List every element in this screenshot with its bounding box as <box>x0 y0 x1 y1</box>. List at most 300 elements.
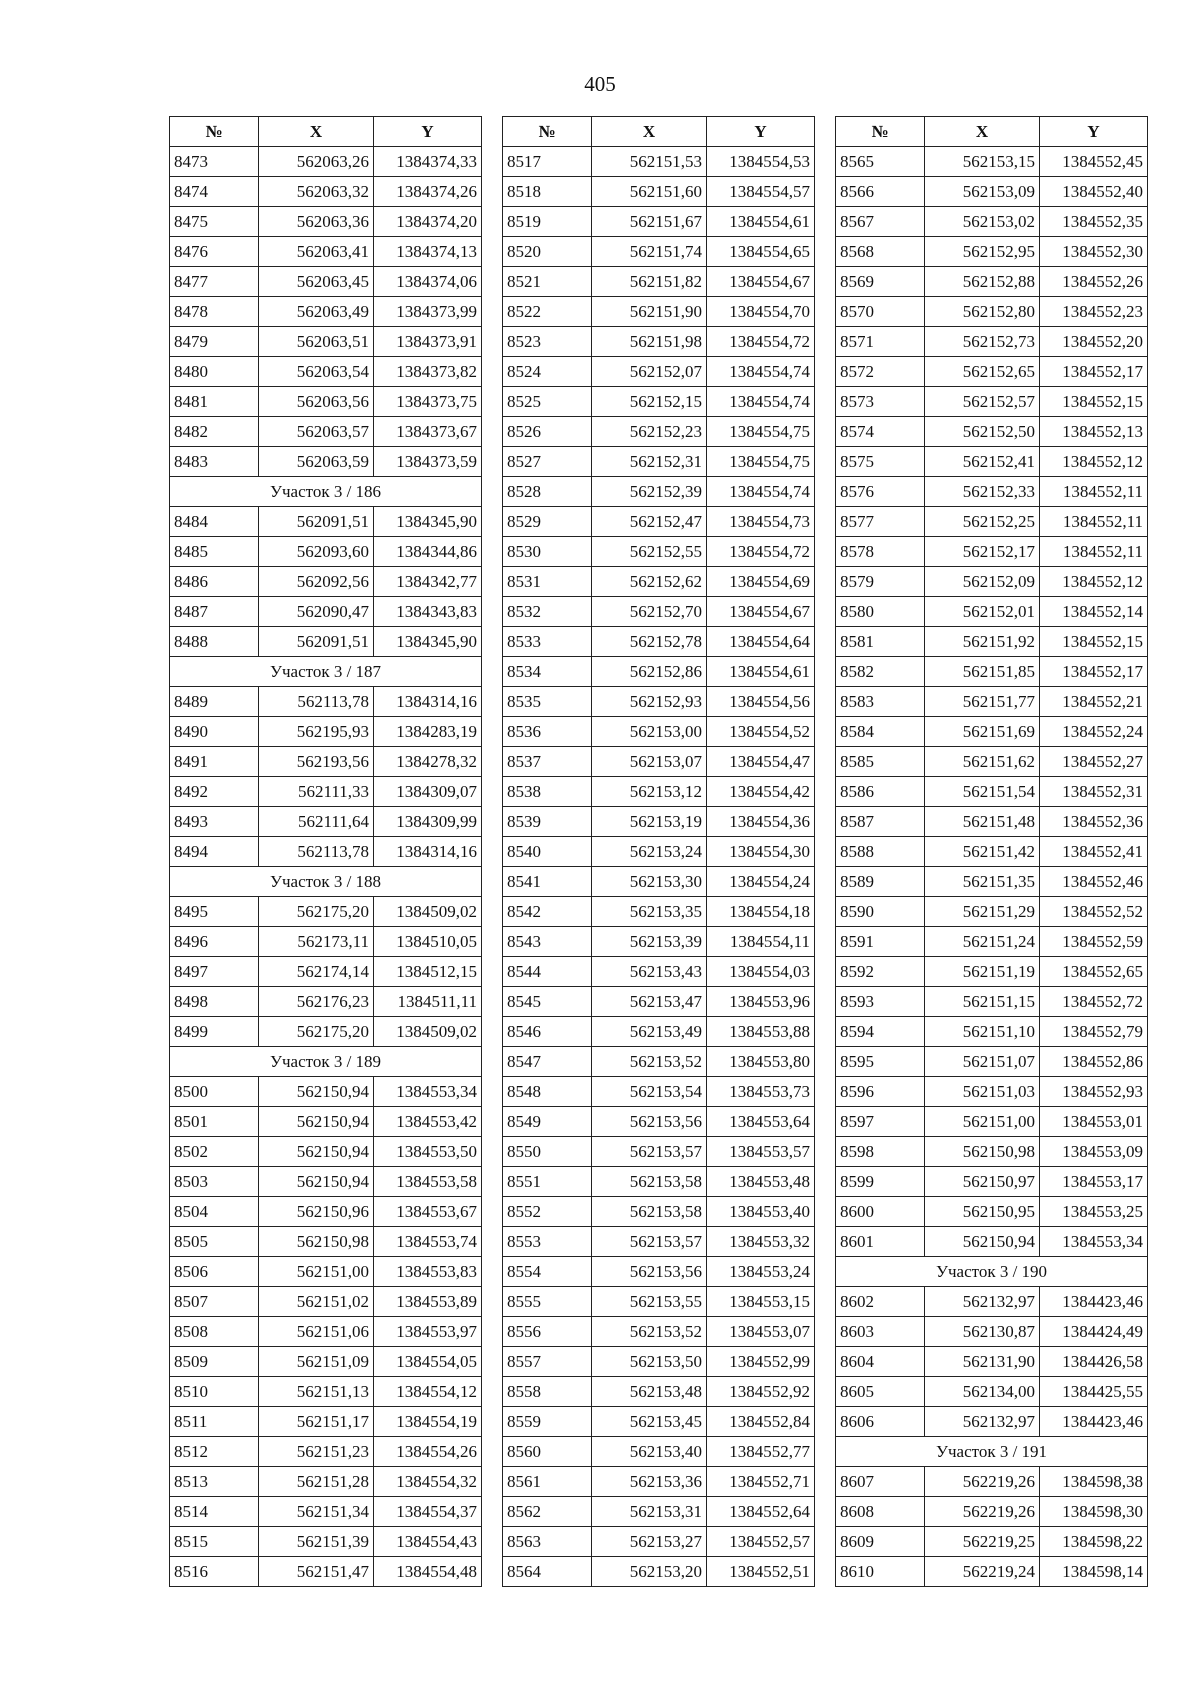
table-row <box>836 1227 1148 1257</box>
table-row <box>836 297 1148 327</box>
point-number-cell: 8577 <box>836 507 925 537</box>
y-coordinate-cell: 1384552,13 <box>1040 417 1148 447</box>
x-coordinate-cell: 562152,57 <box>925 387 1040 417</box>
y-coordinate-cell: 1384553,01 <box>1040 1107 1148 1137</box>
x-coordinate-cell: 562151,10 <box>925 1017 1040 1047</box>
x-coordinate-cell: 562132,97 <box>925 1407 1040 1437</box>
x-coordinate-cell: 562153,45 <box>592 1407 707 1437</box>
x-coordinate-cell: 562153,39 <box>592 927 707 957</box>
y-coordinate-cell: 1384423,46 <box>1040 1407 1148 1437</box>
point-number-cell: 8538 <box>503 777 592 807</box>
point-number-cell: 8490 <box>170 717 259 747</box>
point-number-cell: 8582 <box>836 657 925 687</box>
y-coordinate-cell: 1384374,33 <box>374 147 482 177</box>
y-coordinate-cell: 1384553,32 <box>707 1227 815 1257</box>
x-coordinate-cell: 562153,56 <box>592 1257 707 1287</box>
x-coordinate-cell: 562152,93 <box>592 687 707 717</box>
point-number-cell: 8553 <box>503 1227 592 1257</box>
point-number-cell: 8598 <box>836 1137 925 1167</box>
table-row <box>503 1377 815 1407</box>
table-row <box>503 1047 815 1077</box>
y-coordinate-cell: 1384553,34 <box>1040 1227 1148 1257</box>
table-row <box>836 627 1148 657</box>
point-number-cell: 8492 <box>170 777 259 807</box>
y-coordinate-cell: 1384373,75 <box>374 387 482 417</box>
x-coordinate-cell: 562152,09 <box>925 567 1040 597</box>
x-coordinate-cell: 562152,07 <box>592 357 707 387</box>
y-coordinate-cell: 1384554,61 <box>707 207 815 237</box>
x-coordinate-cell: 562063,36 <box>259 207 374 237</box>
table-row <box>836 747 1148 777</box>
y-coordinate-cell: 1384552,26 <box>1040 267 1148 297</box>
table-row <box>170 327 482 357</box>
coordinates-table-3 <box>835 116 1148 1587</box>
point-number-cell: 8522 <box>503 297 592 327</box>
table-row <box>503 1227 815 1257</box>
point-number-cell: 8473 <box>170 147 259 177</box>
y-coordinate-cell: 1384553,96 <box>707 987 815 1017</box>
x-coordinate-cell: 562151,15 <box>925 987 1040 1017</box>
point-number-cell: 8512 <box>170 1437 259 1467</box>
table-row <box>503 417 815 447</box>
x-coordinate-cell: 562063,41 <box>259 237 374 267</box>
x-coordinate-cell: 562152,33 <box>925 477 1040 507</box>
section-label: Участок 3 / 188 <box>170 867 482 897</box>
table-row <box>503 1107 815 1137</box>
table-header-row <box>836 117 1148 147</box>
x-coordinate-cell: 562150,94 <box>259 1077 374 1107</box>
point-number-cell: 8566 <box>836 177 925 207</box>
y-coordinate-cell: 1384552,92 <box>707 1377 815 1407</box>
x-coordinate-cell: 562153,43 <box>592 957 707 987</box>
point-number-cell: 8541 <box>503 867 592 897</box>
y-coordinate-cell: 1384554,72 <box>707 537 815 567</box>
y-coordinate-cell: 1384552,14 <box>1040 597 1148 627</box>
table-row <box>170 1437 482 1467</box>
point-number-cell: 8536 <box>503 717 592 747</box>
y-coordinate-cell: 1384552,12 <box>1040 447 1148 477</box>
x-coordinate-cell: 562151,69 <box>925 717 1040 747</box>
y-coordinate-cell: 1384554,74 <box>707 477 815 507</box>
y-coordinate-cell: 1384554,30 <box>707 837 815 867</box>
point-number-cell: 8589 <box>836 867 925 897</box>
section-label: Участок 3 / 191 <box>836 1437 1148 1467</box>
x-coordinate-cell: 562151,19 <box>925 957 1040 987</box>
x-coordinate-cell: 562153,55 <box>592 1287 707 1317</box>
table-row <box>503 747 815 777</box>
point-number-cell: 8548 <box>503 1077 592 1107</box>
x-coordinate-cell: 562152,23 <box>592 417 707 447</box>
x-coordinate-cell: 562151,00 <box>259 1257 374 1287</box>
point-number-cell: 8506 <box>170 1257 259 1287</box>
point-number-cell: 8484 <box>170 507 259 537</box>
x-coordinate-cell: 562063,51 <box>259 327 374 357</box>
y-coordinate-cell: 1384344,86 <box>374 537 482 567</box>
point-number-cell: 8534 <box>503 657 592 687</box>
y-coordinate-cell: 1384552,84 <box>707 1407 815 1437</box>
point-number-cell: 8513 <box>170 1467 259 1497</box>
x-coordinate-cell: 562151,90 <box>592 297 707 327</box>
point-number-cell: 8562 <box>503 1497 592 1527</box>
y-coordinate-cell: 1384553,15 <box>707 1287 815 1317</box>
y-coordinate-cell: 1384553,25 <box>1040 1197 1148 1227</box>
y-coordinate-cell: 1384554,12 <box>374 1377 482 1407</box>
y-coordinate-cell: 1384342,77 <box>374 567 482 597</box>
y-coordinate-cell: 1384552,77 <box>707 1437 815 1467</box>
point-number-cell: 8501 <box>170 1107 259 1137</box>
y-coordinate-cell: 1384424,49 <box>1040 1317 1148 1347</box>
table-row <box>170 1527 482 1557</box>
point-number-cell: 8594 <box>836 1017 925 1047</box>
table-row <box>170 207 482 237</box>
point-number-cell: 8588 <box>836 837 925 867</box>
x-coordinate-cell: 562151,74 <box>592 237 707 267</box>
table-row <box>836 357 1148 387</box>
x-coordinate-cell: 562152,70 <box>592 597 707 627</box>
x-coordinate-cell: 562153,49 <box>592 1017 707 1047</box>
x-coordinate-cell: 562090,47 <box>259 597 374 627</box>
y-coordinate-cell: 1384554,56 <box>707 687 815 717</box>
y-coordinate-cell: 1384553,73 <box>707 1077 815 1107</box>
point-number-cell: 8551 <box>503 1167 592 1197</box>
table-row <box>836 897 1148 927</box>
y-coordinate-cell: 1384553,42 <box>374 1107 482 1137</box>
point-number-cell: 8563 <box>503 1527 592 1557</box>
point-number-cell: 8497 <box>170 957 259 987</box>
header-x: X <box>592 117 707 147</box>
header-y: Y <box>374 117 482 147</box>
table-row <box>836 1077 1148 1107</box>
y-coordinate-cell: 1384552,72 <box>1040 987 1148 1017</box>
x-coordinate-cell: 562175,20 <box>259 1017 374 1047</box>
x-coordinate-cell: 562151,67 <box>592 207 707 237</box>
point-number-cell: 8510 <box>170 1377 259 1407</box>
point-number-cell: 8596 <box>836 1077 925 1107</box>
table-row <box>503 837 815 867</box>
x-coordinate-cell: 562152,15 <box>592 387 707 417</box>
x-coordinate-cell: 562153,30 <box>592 867 707 897</box>
table-row <box>836 1047 1148 1077</box>
x-coordinate-cell: 562151,47 <box>259 1557 374 1587</box>
point-number-cell: 8571 <box>836 327 925 357</box>
y-coordinate-cell: 1384552,99 <box>707 1347 815 1377</box>
y-coordinate-cell: 1384552,71 <box>707 1467 815 1497</box>
table-row <box>170 507 482 537</box>
x-coordinate-cell: 562150,97 <box>925 1167 1040 1197</box>
table-row <box>836 447 1148 477</box>
y-coordinate-cell: 1384552,65 <box>1040 957 1148 987</box>
point-number-cell: 8491 <box>170 747 259 777</box>
y-coordinate-cell: 1384554,67 <box>707 597 815 627</box>
point-number-cell: 8576 <box>836 477 925 507</box>
x-coordinate-cell: 562131,90 <box>925 1347 1040 1377</box>
table-row <box>170 927 482 957</box>
point-number-cell: 8489 <box>170 687 259 717</box>
x-coordinate-cell: 562151,13 <box>259 1377 374 1407</box>
table-row <box>503 1317 815 1347</box>
y-coordinate-cell: 1384552,17 <box>1040 357 1148 387</box>
point-number-cell: 8477 <box>170 267 259 297</box>
point-number-cell: 8482 <box>170 417 259 447</box>
point-number-cell: 8527 <box>503 447 592 477</box>
y-coordinate-cell: 1384553,57 <box>707 1137 815 1167</box>
x-coordinate-cell: 562153,50 <box>592 1347 707 1377</box>
y-coordinate-cell: 1384554,73 <box>707 507 815 537</box>
point-number-cell: 8568 <box>836 237 925 267</box>
y-coordinate-cell: 1384552,31 <box>1040 777 1148 807</box>
table-row <box>836 1557 1148 1587</box>
point-number-cell: 8608 <box>836 1497 925 1527</box>
table-row <box>170 177 482 207</box>
table-row <box>170 1497 482 1527</box>
y-coordinate-cell: 1384552,17 <box>1040 657 1148 687</box>
x-coordinate-cell: 562151,60 <box>592 177 707 207</box>
point-number-cell: 8515 <box>170 1527 259 1557</box>
y-coordinate-cell: 1384552,24 <box>1040 717 1148 747</box>
point-number-cell: 8499 <box>170 1017 259 1047</box>
table-row <box>836 597 1148 627</box>
point-number-cell: 8549 <box>503 1107 592 1137</box>
y-coordinate-cell: 1384374,13 <box>374 237 482 267</box>
table-row <box>503 1077 815 1107</box>
point-number-cell: 8480 <box>170 357 259 387</box>
x-coordinate-cell: 562219,26 <box>925 1497 1040 1527</box>
point-number-cell: 8518 <box>503 177 592 207</box>
y-coordinate-cell: 1384373,91 <box>374 327 482 357</box>
point-number-cell: 8554 <box>503 1257 592 1287</box>
x-coordinate-cell: 562152,39 <box>592 477 707 507</box>
table-row <box>170 297 482 327</box>
x-coordinate-cell: 562153,31 <box>592 1497 707 1527</box>
x-coordinate-cell: 562151,92 <box>925 627 1040 657</box>
coordinates-table-1 <box>169 116 482 1587</box>
section-row <box>836 1257 1148 1287</box>
table-row <box>503 267 815 297</box>
table-row <box>836 1197 1148 1227</box>
table-row <box>836 687 1148 717</box>
point-number-cell: 8476 <box>170 237 259 267</box>
point-number-cell: 8533 <box>503 627 592 657</box>
y-coordinate-cell: 1384373,67 <box>374 417 482 447</box>
point-number-cell: 8574 <box>836 417 925 447</box>
y-coordinate-cell: 1384425,55 <box>1040 1377 1148 1407</box>
table-row <box>503 327 815 357</box>
point-number-cell: 8560 <box>503 1437 592 1467</box>
x-coordinate-cell: 562063,49 <box>259 297 374 327</box>
point-number-cell: 8569 <box>836 267 925 297</box>
table-row <box>170 537 482 567</box>
table-row <box>836 537 1148 567</box>
table-row <box>170 1257 482 1287</box>
y-coordinate-cell: 1384554,18 <box>707 897 815 927</box>
y-coordinate-cell: 1384509,02 <box>374 1017 482 1047</box>
y-coordinate-cell: 1384553,17 <box>1040 1167 1148 1197</box>
table-row <box>503 507 815 537</box>
x-coordinate-cell: 562153,19 <box>592 807 707 837</box>
x-coordinate-cell: 562063,54 <box>259 357 374 387</box>
table-row <box>503 237 815 267</box>
point-number-cell: 8514 <box>170 1497 259 1527</box>
x-coordinate-cell: 562150,94 <box>259 1167 374 1197</box>
x-coordinate-cell: 562152,25 <box>925 507 1040 537</box>
section-row <box>170 657 482 687</box>
y-coordinate-cell: 1384510,05 <box>374 927 482 957</box>
table-row <box>836 1107 1148 1137</box>
y-coordinate-cell: 1384552,36 <box>1040 807 1148 837</box>
point-number-cell: 8537 <box>503 747 592 777</box>
point-number-cell: 8567 <box>836 207 925 237</box>
y-coordinate-cell: 1384553,58 <box>374 1167 482 1197</box>
point-number-cell: 8586 <box>836 777 925 807</box>
table-row <box>170 897 482 927</box>
x-coordinate-cell: 562151,02 <box>259 1287 374 1317</box>
y-coordinate-cell: 1384552,27 <box>1040 747 1148 777</box>
table-row <box>170 1197 482 1227</box>
point-number-cell: 8525 <box>503 387 592 417</box>
point-number-cell: 8517 <box>503 147 592 177</box>
x-coordinate-cell: 562152,78 <box>592 627 707 657</box>
x-coordinate-cell: 562150,94 <box>259 1137 374 1167</box>
point-number-cell: 8585 <box>836 747 925 777</box>
point-number-cell: 8530 <box>503 537 592 567</box>
y-coordinate-cell: 1384552,51 <box>707 1557 815 1587</box>
x-coordinate-cell: 562153,02 <box>925 207 1040 237</box>
point-number-cell: 8542 <box>503 897 592 927</box>
point-number-cell: 8604 <box>836 1347 925 1377</box>
table-row <box>170 1287 482 1317</box>
y-coordinate-cell: 1384345,90 <box>374 627 482 657</box>
section-label: Участок 3 / 187 <box>170 657 482 687</box>
y-coordinate-cell: 1384553,83 <box>374 1257 482 1287</box>
point-number-cell: 8572 <box>836 357 925 387</box>
x-coordinate-cell: 562153,09 <box>925 177 1040 207</box>
table-row <box>836 1167 1148 1197</box>
point-number-cell: 8578 <box>836 537 925 567</box>
y-coordinate-cell: 1384426,58 <box>1040 1347 1148 1377</box>
y-coordinate-cell: 1384554,19 <box>374 1407 482 1437</box>
x-coordinate-cell: 562151,48 <box>925 807 1040 837</box>
point-number-cell: 8552 <box>503 1197 592 1227</box>
table-row <box>503 1497 815 1527</box>
y-coordinate-cell: 1384373,59 <box>374 447 482 477</box>
point-number-cell: 8587 <box>836 807 925 837</box>
y-coordinate-cell: 1384552,46 <box>1040 867 1148 897</box>
table-row <box>170 1347 482 1377</box>
table-row <box>170 747 482 777</box>
point-number-cell: 8523 <box>503 327 592 357</box>
x-coordinate-cell: 562153,57 <box>592 1227 707 1257</box>
x-coordinate-cell: 562152,50 <box>925 417 1040 447</box>
header-x: X <box>259 117 374 147</box>
coordinates-table-2 <box>502 116 815 1587</box>
x-coordinate-cell: 562150,94 <box>925 1227 1040 1257</box>
point-number-cell: 8570 <box>836 297 925 327</box>
point-number-cell: 8558 <box>503 1377 592 1407</box>
table-row <box>503 207 815 237</box>
y-coordinate-cell: 1384554,43 <box>374 1527 482 1557</box>
header-number: № <box>836 117 925 147</box>
table-row <box>836 1377 1148 1407</box>
point-number-cell: 8595 <box>836 1047 925 1077</box>
table-row <box>503 657 815 687</box>
point-number-cell: 8511 <box>170 1407 259 1437</box>
y-coordinate-cell: 1384278,32 <box>374 747 482 777</box>
table-row <box>170 1167 482 1197</box>
point-number-cell: 8579 <box>836 567 925 597</box>
table-row <box>503 387 815 417</box>
x-coordinate-cell: 562152,65 <box>925 357 1040 387</box>
y-coordinate-cell: 1384552,79 <box>1040 1017 1148 1047</box>
y-coordinate-cell: 1384512,15 <box>374 957 482 987</box>
point-number-cell: 8600 <box>836 1197 925 1227</box>
y-coordinate-cell: 1384554,72 <box>707 327 815 357</box>
x-coordinate-cell: 562150,96 <box>259 1197 374 1227</box>
table-row <box>170 1227 482 1257</box>
x-coordinate-cell: 562151,98 <box>592 327 707 357</box>
y-coordinate-cell: 1384554,42 <box>707 777 815 807</box>
x-coordinate-cell: 562151,54 <box>925 777 1040 807</box>
section-label: Участок 3 / 186 <box>170 477 482 507</box>
y-coordinate-cell: 1384554,47 <box>707 747 815 777</box>
x-coordinate-cell: 562151,82 <box>592 267 707 297</box>
y-coordinate-cell: 1384552,21 <box>1040 687 1148 717</box>
point-number-cell: 8603 <box>836 1317 925 1347</box>
table-row <box>836 567 1148 597</box>
table-row <box>836 1317 1148 1347</box>
y-coordinate-cell: 1384423,46 <box>1040 1287 1148 1317</box>
x-coordinate-cell: 562152,73 <box>925 327 1040 357</box>
section-label: Участок 3 / 190 <box>836 1257 1148 1287</box>
y-coordinate-cell: 1384552,45 <box>1040 147 1148 177</box>
point-number-cell: 8493 <box>170 807 259 837</box>
x-coordinate-cell: 562152,88 <box>925 267 1040 297</box>
y-coordinate-cell: 1384552,57 <box>707 1527 815 1557</box>
table-row <box>170 447 482 477</box>
x-coordinate-cell: 562174,14 <box>259 957 374 987</box>
y-coordinate-cell: 1384552,15 <box>1040 387 1148 417</box>
table-row <box>170 387 482 417</box>
point-number-cell: 8505 <box>170 1227 259 1257</box>
x-coordinate-cell: 562153,58 <box>592 1167 707 1197</box>
table-row <box>170 357 482 387</box>
x-coordinate-cell: 562219,25 <box>925 1527 1040 1557</box>
x-coordinate-cell: 562152,95 <box>925 237 1040 267</box>
y-coordinate-cell: 1384374,26 <box>374 177 482 207</box>
point-number-cell: 8559 <box>503 1407 592 1437</box>
x-coordinate-cell: 562151,28 <box>259 1467 374 1497</box>
page-number: 405 <box>584 72 616 96</box>
point-number-cell: 8544 <box>503 957 592 987</box>
x-coordinate-cell: 562091,51 <box>259 507 374 537</box>
table-row <box>836 237 1148 267</box>
table-row <box>170 567 482 597</box>
point-number-cell: 8508 <box>170 1317 259 1347</box>
header-number: № <box>503 117 592 147</box>
point-number-cell: 8487 <box>170 597 259 627</box>
header-number: № <box>170 117 259 147</box>
point-number-cell: 8556 <box>503 1317 592 1347</box>
table-row <box>836 717 1148 747</box>
y-coordinate-cell: 1384552,41 <box>1040 837 1148 867</box>
x-coordinate-cell: 562151,34 <box>259 1497 374 1527</box>
x-coordinate-cell: 562134,00 <box>925 1377 1040 1407</box>
table-row <box>836 1347 1148 1377</box>
point-number-cell: 8475 <box>170 207 259 237</box>
y-coordinate-cell: 1384553,67 <box>374 1197 482 1227</box>
x-coordinate-cell: 562152,01 <box>925 597 1040 627</box>
x-coordinate-cell: 562153,07 <box>592 747 707 777</box>
y-coordinate-cell: 1384554,48 <box>374 1557 482 1587</box>
